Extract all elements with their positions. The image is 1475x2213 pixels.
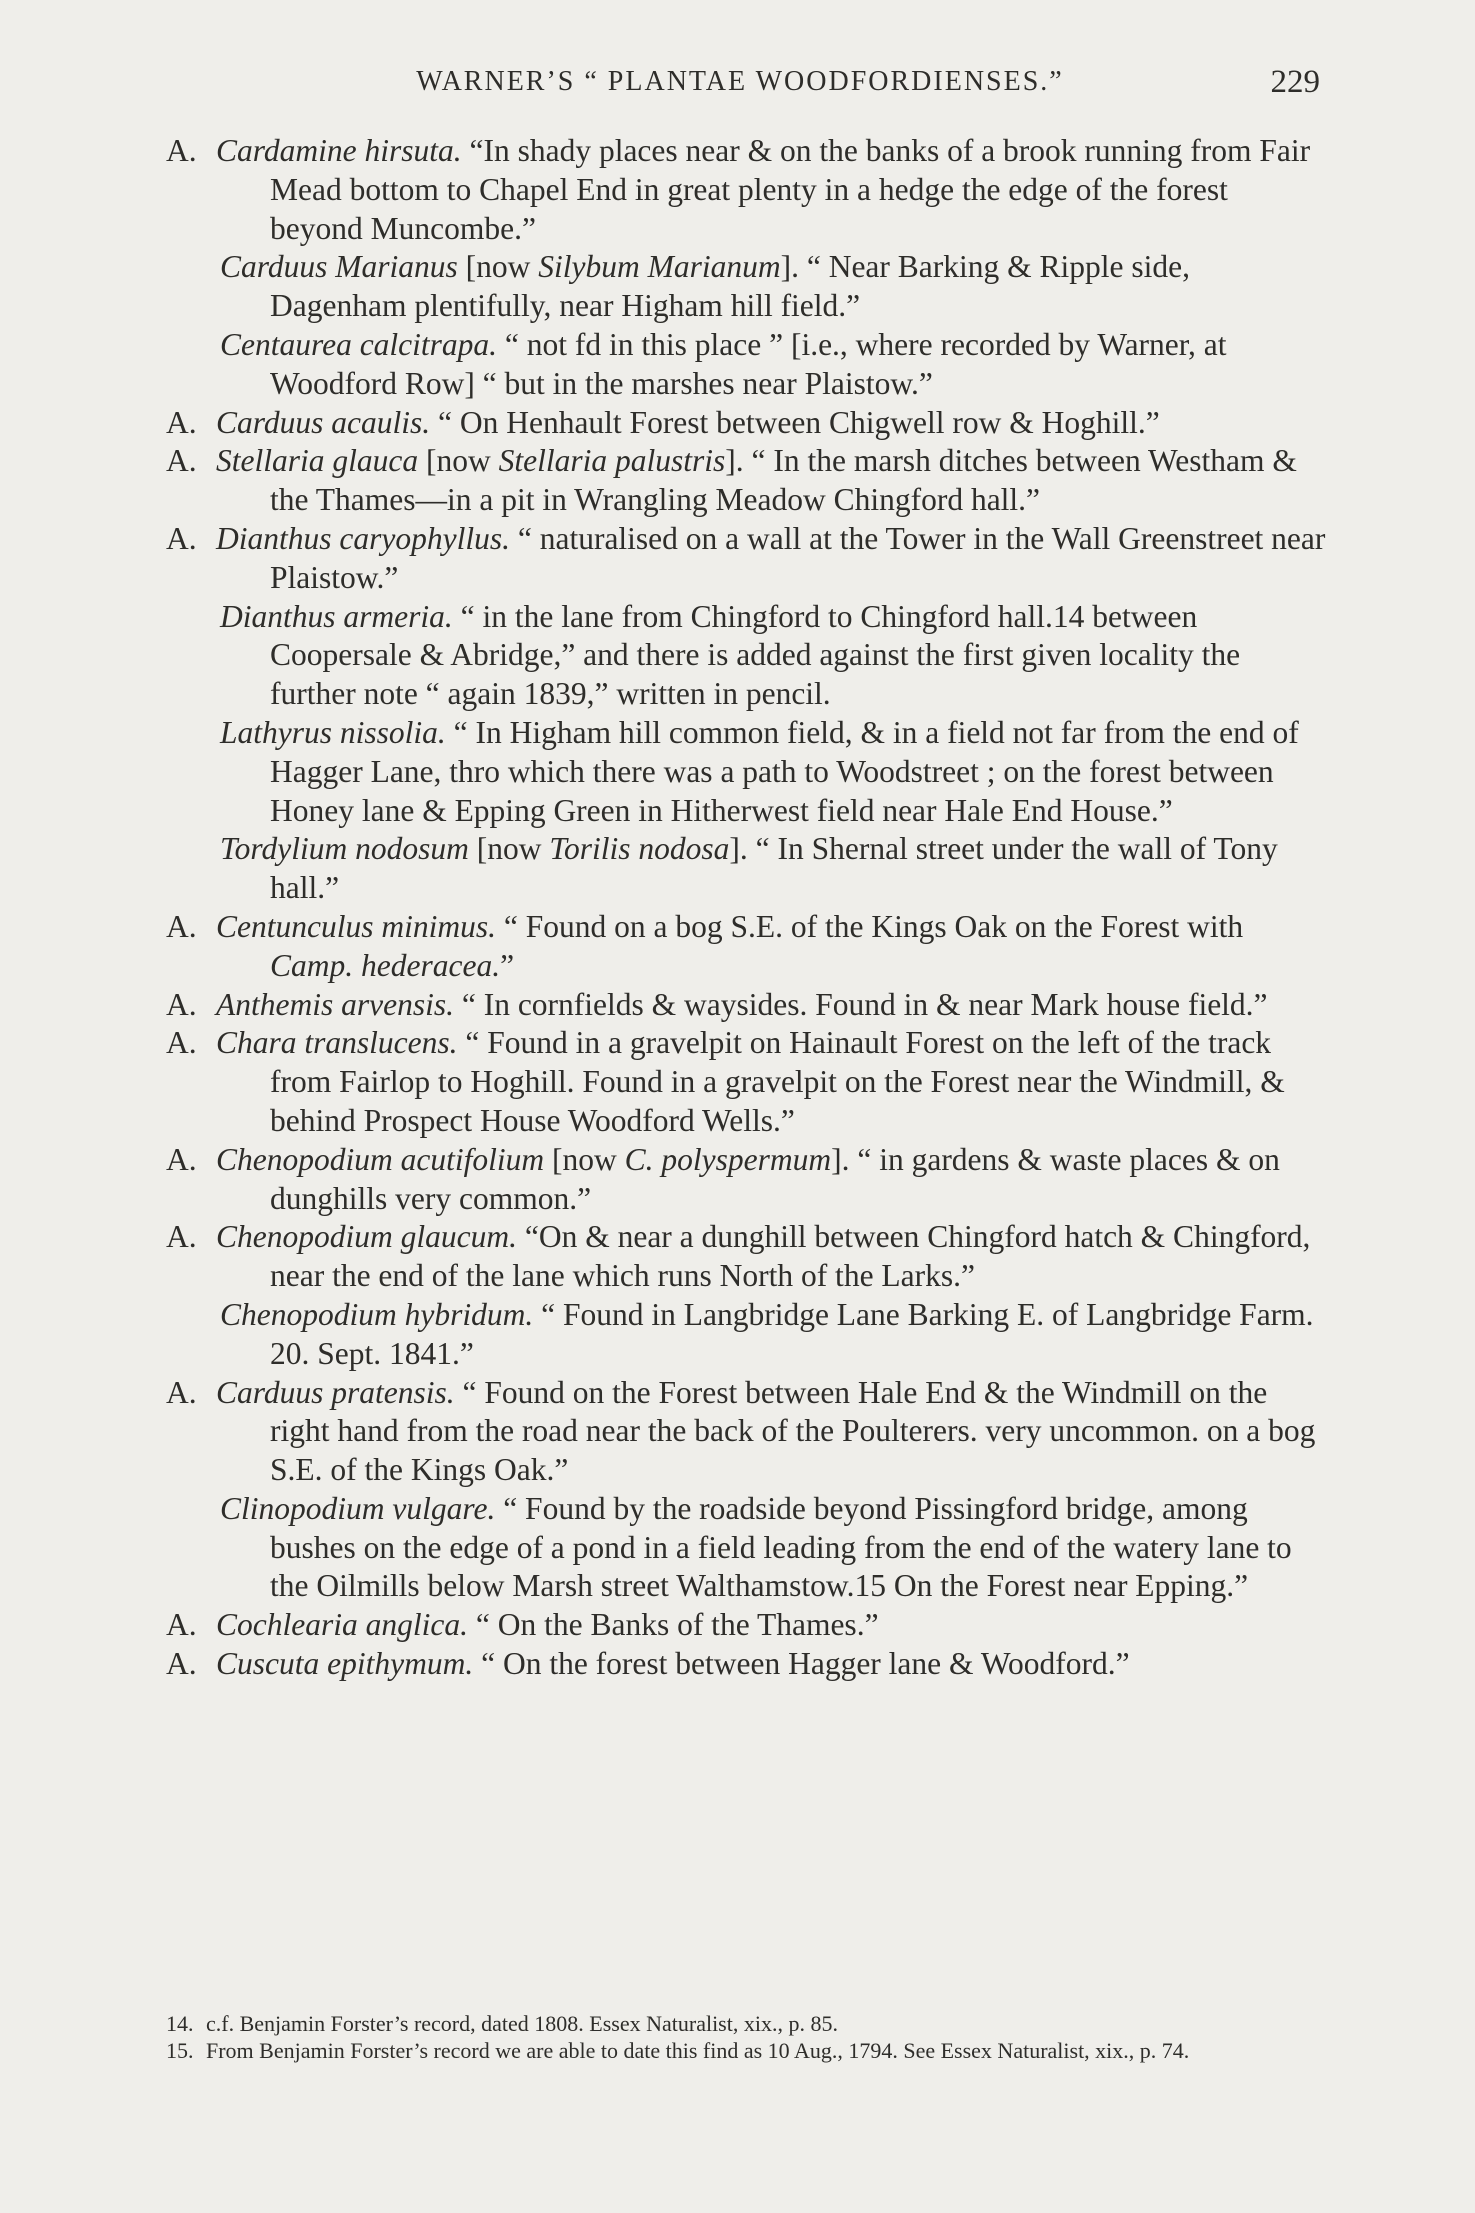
running-head: WARNER’S “ PLANTAE WOODFORDIENSES.” [416,66,1064,97]
species-name-alt: Silybum Marianum [538,249,781,285]
entry-marker: A. [166,986,197,1022]
footnote-text: From Benjamin Forster’s record we are able to date this find as 10 Aug., 1794. See Essex Naturalist, xix., p. 74. [206,2038,1190,2063]
entry-text: “ not fd in this place ” [i.e., where recorded by Warner, at Woodford Row] “ but in the marshes near Plaistow.” [270,326,1227,401]
species-entry [166,1218,1326,1296]
footnote-number: 14. [166,2011,194,2036]
species-name: Lathyrus nissolia. [220,714,446,750]
entry-text: “ Found on a bog S.E. of the Kings Oak on the Forest with [496,908,1244,944]
entry-text-continued: ]. “ in gardens & waste places & on dunghills very common.” [270,1141,1280,1216]
page-number: 229 [1270,64,1320,100]
species-entry [166,1141,1326,1219]
page-header [160,58,1320,108]
species-name: Dianthus armeria. [220,598,453,634]
footnotes [166,2010,1326,2064]
species-entry [166,132,1326,248]
species-entry [166,326,1326,404]
entry-text: [now [418,443,499,479]
species-entry [166,404,1326,443]
footnote [166,2037,1326,2064]
entry-text-continued: ]. “ Near Barking & Ripple side, Dagenham plentifully, near Higham hill field.” [270,249,1191,324]
species-name: Carduus acaulis. [216,404,431,440]
species-name: Cochlearia anglica. [216,1607,468,1643]
species-entry [166,1490,1326,1606]
species-name: Chara translucens. [216,1025,458,1061]
species-name-alt: C. polyspermum [624,1141,832,1177]
species-entry [166,1606,1326,1645]
species-entry [166,908,1326,986]
species-entry [166,714,1326,830]
entry-text: “On & near a dunghill between Chingford hatch & Chingford, near the end of the lane which runs North of the Larks.” [270,1219,1311,1294]
species-entry [166,1024,1326,1140]
footnote-number: 15. [166,2038,194,2063]
species-entry [166,1374,1326,1490]
entry-text: “In shady places near & on the banks of a brook running from Fair Mead bottom to Chapel End in great plenty in a hedge the edge of the forest beyond Muncombe.” [270,133,1311,246]
entry-text: “ Found in Langbridge Lane Barking E. of Langbridge Farm. 20. Sept. 1841.” [270,1296,1314,1371]
footnote [166,2010,1326,2037]
species-name-alt: Camp. hederacea. [270,947,501,983]
entry-text: “ Found on the Forest between Hale End & the Windmill on the right hand from the road near the back of the Poulterers. very uncommon. on a bog S.E. of the Kings Oak.” [270,1374,1316,1488]
entry-text-continued: ” [500,947,515,983]
species-entry [166,248,1326,326]
entry-marker: A. [166,908,197,944]
entry-marker: A. [166,133,197,168]
species-name: Chenopodium acutifolium [216,1141,545,1177]
species-name-alt: Torilis nodosa [549,831,730,867]
species-entry [166,986,1326,1025]
species-name: Chenopodium glaucum. [216,1219,517,1255]
entry-text-continued: ]. “ In the marsh ditches between Westham & the Thames—in a pit in Wrangling Meadow Chingford hall.” [270,443,1297,518]
entry-text: [now [457,249,539,285]
species-entry [166,1296,1326,1374]
entry-marker: A. [166,1141,197,1177]
entry-text: “ In cornfields & waysides. Found in & near Mark house field.” [453,986,1268,1022]
entry-text: [now [544,1141,625,1177]
species-name: Chenopodium hybridum. [220,1296,534,1332]
entry-marker: A. [166,520,197,556]
species-name: Dianthus caryophyllus. [216,520,510,556]
species-name: Anthemis arvensis. [216,986,454,1022]
species-entry [166,1645,1326,1684]
species-name: Stellaria glauca [216,443,419,479]
entry-text: “ On the forest between Hagger lane & Woodford.” [473,1646,1130,1682]
species-entry [166,520,1326,598]
entry-text: “ Found by the roadside beyond Pissingford bridge, among bushes on the edge of a pond in a field leading from the end of the watery lane to the Oilmills below Marsh street Walthamstow.15 On the Forest near Epping.” [270,1490,1292,1604]
species-name: Centunculus minimus. [216,908,496,944]
entry-marker: A. [166,1646,197,1682]
entry-text: “ In Higham hill common field, & in a field not far from the end of Hagger Lane, thro which there was a path to Woodstreet ; on the forest between Honey lane & Epping Green in Hitherwest field near Hale End House.” [270,714,1299,828]
entry-marker: A. [166,1374,197,1410]
entry-marker: A. [166,443,197,479]
species-name: Carduus Marianus [220,249,458,285]
species-name: Tordylium nodosum [220,831,469,867]
species-name: Cardamine hirsuta. [216,133,462,168]
species-entries [166,132,1326,1684]
entry-text: “ in the lane from Chingford to Chingford hall.14 between Coopersale & Abridge,” and there is added against the first given locality the further note “ again 1839,” written in pencil. [270,598,1241,712]
species-entry [166,598,1326,714]
species-name-alt: Stellaria palustris [498,443,726,479]
entry-marker: A. [166,1219,197,1255]
species-name: Clinopodium vulgare. [220,1490,496,1526]
entry-text: [now [468,831,550,867]
entry-text-continued: ]. “ In Shernal street under the wall of Tony hall.” [270,831,1278,906]
species-entry [166,830,1326,908]
entry-marker: A. [166,404,197,440]
entry-marker: A. [166,1607,197,1643]
entry-marker: A. [166,1025,197,1061]
entry-text: “ naturalised on a wall at the Tower in the Wall Greenstreet near Plaistow.” [270,520,1326,595]
footnote-text: c.f. Benjamin Forster’s record, dated 1808. Essex Naturalist, xix., p. 85. [206,2011,838,2036]
entry-text: “ On the Banks of the Thames.” [467,1607,879,1643]
species-name: Cuscuta epithymum. [216,1646,474,1682]
entry-text: “ Found in a gravelpit on Hainault Forest on the left of the track from Fairlop to Hoghill. Found in a gravelpit on the Forest near the Windmill, & behind Prospect House Woodford Wells.” [270,1025,1285,1138]
species-name: Carduus pratensis. [216,1374,455,1410]
species-name: Centaurea calcitrapa. [220,326,498,362]
species-entry [166,442,1326,520]
entry-text: “ On Henhault Forest between Chigwell row & Hoghill.” [430,404,1160,440]
